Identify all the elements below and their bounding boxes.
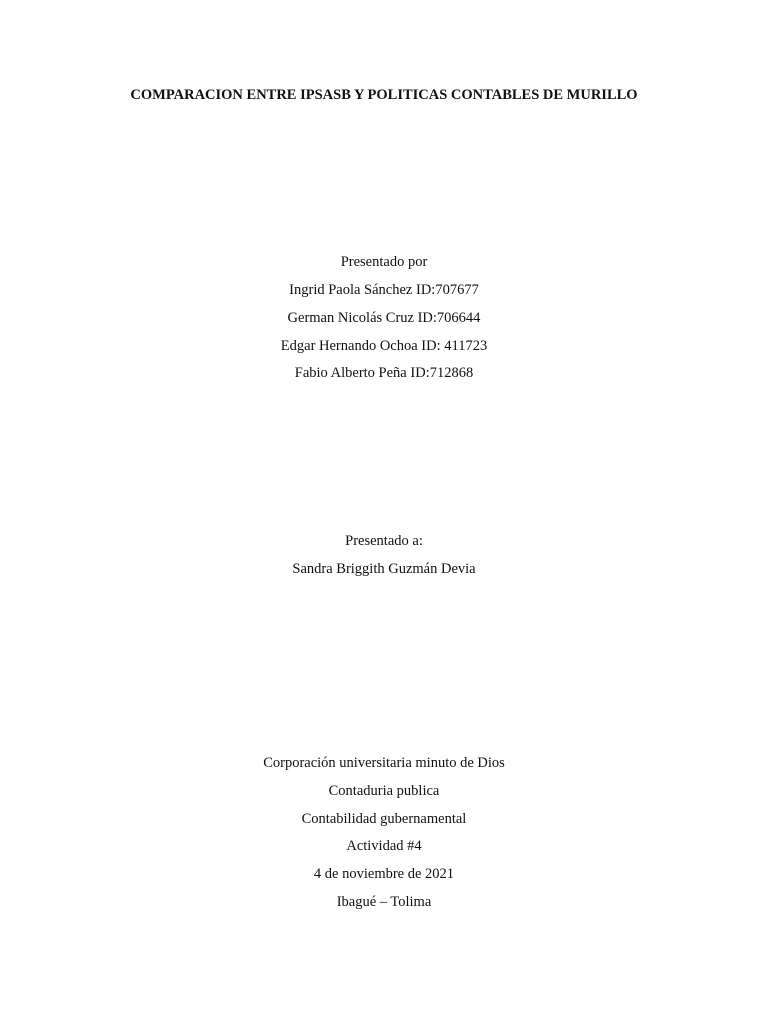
- author-line: Fabio Alberto Peña ID:712868: [294, 365, 474, 381]
- presented-to-name: Sandra Briggith Guzmán Devia: [292, 561, 476, 577]
- document-title: COMPARACION ENTRE IPSASB Y POLITICAS CONTABLES DE MURILLO: [130, 87, 638, 103]
- author-line: Edgar Hernando Ochoa ID: 411723: [280, 338, 488, 354]
- author-line: German Nicolás Cruz ID:706644: [287, 310, 481, 326]
- institution: Corporación universitaria minuto de Dios: [263, 755, 505, 771]
- presented-to-heading: Presentado a:: [345, 533, 423, 549]
- activity: Actividad #4: [346, 838, 422, 854]
- location: Ibagué – Tolima: [336, 894, 432, 910]
- date: 4 de noviembre de 2021: [313, 866, 455, 882]
- program: Contaduria publica: [328, 783, 440, 799]
- course: Contabilidad gubernamental: [301, 811, 467, 827]
- presented-by-heading: Presentado por: [340, 254, 428, 270]
- author-line: Ingrid Paola Sánchez ID:707677: [289, 282, 479, 298]
